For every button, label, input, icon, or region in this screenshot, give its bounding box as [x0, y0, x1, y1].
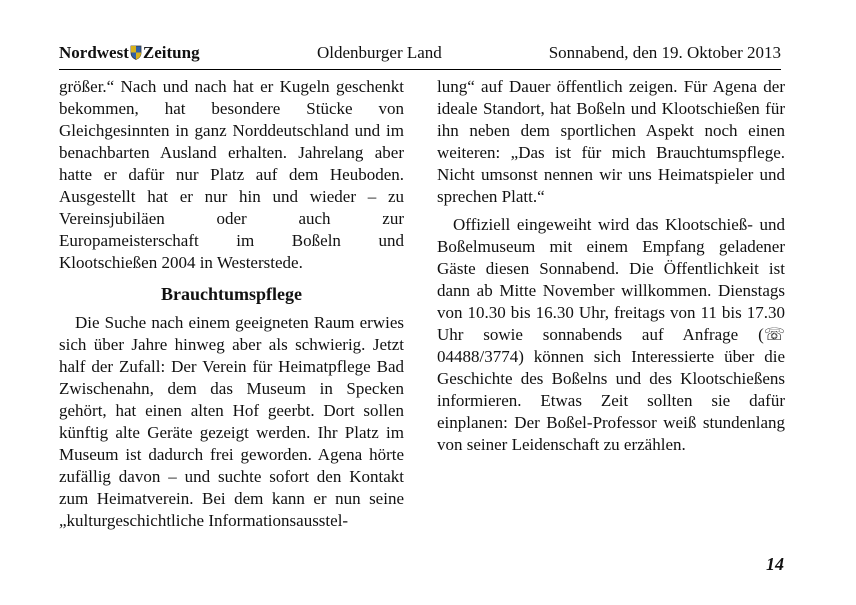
brand-name-right: Zeitung	[142, 43, 200, 62]
page-number: 14	[766, 554, 784, 574]
paragraph: lung“ auf Dauer öffentlich zeigen. Für Agena der ideale Standort, hat Boßeln und Klootschießen für ihn neben dem sportlichen Aspekt noch einen weiteren: „Das ist für mich Brauchtumspflege. Nicht umsonst nennen wir uns Heimatspieler und sprechen Platt.“	[437, 77, 785, 206]
header-divider	[59, 69, 781, 70]
paragraph: Offiziell eingeweiht wird das Klootschieß- und Boßelmuseum mit einem Empfang geladener Gäste diesen Sonnabend. Die Öffentlichkeit ist dann ab Mitte November willkommen. Dienstags von 10.30 bis 16.30 Uhr, freitags von 11 bis 17.30 Uhr sowie sonnabends auf Anfrage (☏ 04488/3774) können sich Interessierte über die Geschichte des Boßelns und des Klootschießens informieren. Etwas Zeit sollten sie dafür einplanen: Der Boßel-Professor weiß stundenlang von seiner Leidenschaft zu erzählen.	[437, 215, 785, 454]
coat-of-arms-icon	[130, 43, 142, 67]
paragraph: Die Suche nach einem geeigneten Raum erwies sich über Jahre hinweg aber als schwierig. Jetzt half der Zufall: Der Verein für Heimatpflege Bad Zwischenahn, dem das Museum in Specken gehört, hat einen alten Hof geerbt. Dort sollen künftig alte Geräte gezeigt werden. Ihr Platz im Museum ist dadurch frei geworden. Agena hörte zufällig davon – und suchte sofort den Kontakt zum Heimatverein. Bei dem kann er nun seine „kulturgeschichtliche Informationsausstel-	[59, 313, 404, 530]
brand-name-left: Nordwest	[59, 43, 129, 62]
paragraph: größer.“ Nach und nach hat er Kugeln geschenkt bekommen, hat besondere Stücke von Gleichgesinnten in ganz Norddeutschland und im benachbarten Ausland erhalten. Jahrelang aber hatte er dafür nur Platz auf dem Heuboden. Ausgestellt hat er nur hin und wieder – zu Vereinsjubiläen oder auch zur Europameisterschaft im Boßeln und Klootschießen 2004 in Westerstede.	[59, 77, 404, 272]
section-title: Oldenburger Land	[317, 43, 442, 62]
article-column-right	[437, 76, 785, 456]
issue-date: Sonnabend, den 19. Oktober 2013	[548, 43, 781, 62]
subheading: Brauchtumspflege	[161, 284, 302, 304]
article-column-left	[59, 76, 404, 532]
newspaper-brand	[59, 41, 200, 67]
page-header	[59, 41, 781, 65]
